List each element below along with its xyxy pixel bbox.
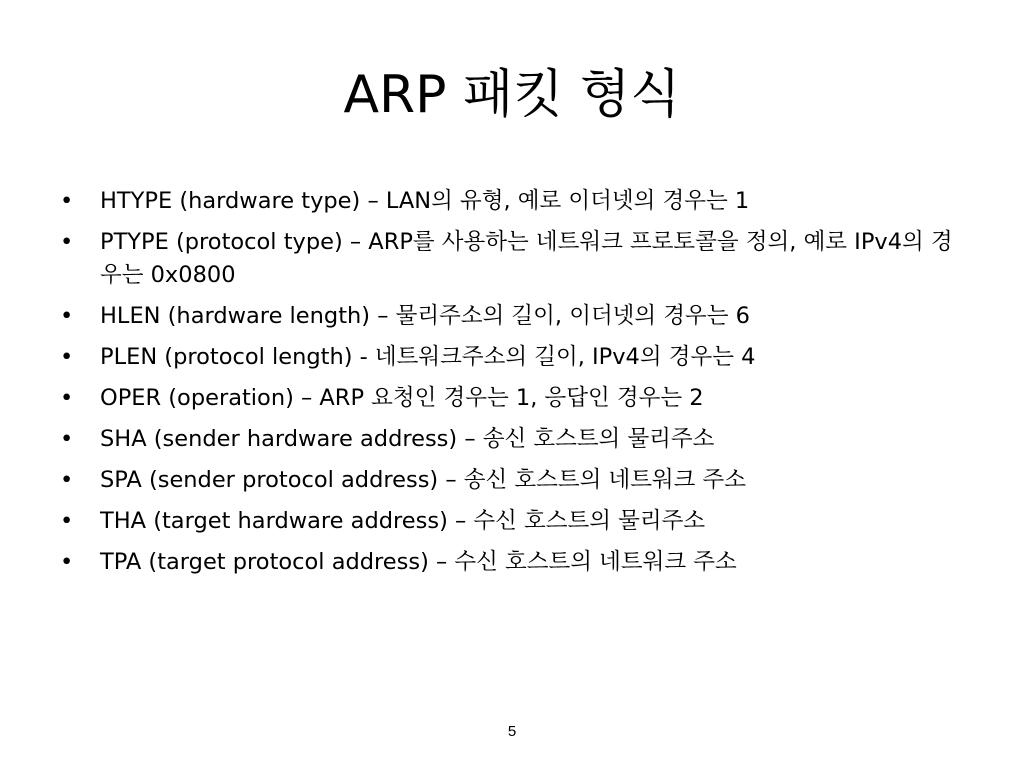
- bullet-text: THA (target hardware address) – 수신 호스트의 물리주소: [100, 508, 706, 534]
- bullet-text: OPER (operation) – ARP 요청인 경우는 1, 응답인 경우는 2: [100, 385, 704, 411]
- bullet-text: PTYPE (protocol type) – ARP를 사용하는 네트워크 프로토콜을 정의, 예로 IPv4의 경우는 0x0800: [100, 229, 953, 288]
- bullet-text: HLEN (hardware length) – 물리주소의 길이, 이더넷의 경우는 6: [100, 303, 750, 329]
- bullet-text: SHA (sender hardware address) – 송신 호스트의 물리주소: [100, 426, 715, 452]
- bullet-dot-icon: •: [60, 385, 74, 411]
- bullet-dot-icon: •: [60, 467, 74, 493]
- bullet-item-plen: [60, 341, 960, 374]
- bullet-text: SPA (sender protocol address) – 송신 호스트의 네트워크 주소: [100, 467, 747, 493]
- bullet-dot-icon: •: [60, 303, 74, 329]
- bullet-text: TPA (target protocol address) – 수신 호스트의 네트워크 주소: [100, 549, 737, 575]
- bullet-item-htype: [60, 185, 960, 218]
- bullet-item-tpa: [60, 546, 960, 579]
- bullet-dot-icon: •: [60, 508, 74, 534]
- bullet-item-spa: [60, 464, 960, 497]
- bullet-item-oper: [60, 382, 960, 415]
- bullet-dot-icon: •: [60, 229, 74, 255]
- bullet-item-ptype: [60, 226, 960, 292]
- bullet-list: [60, 185, 960, 587]
- bullet-item-hlen: [60, 300, 960, 333]
- bullet-dot-icon: •: [60, 188, 74, 214]
- bullet-dot-icon: •: [60, 344, 74, 370]
- bullet-item-sha: [60, 423, 960, 456]
- page-number: 5: [507, 723, 517, 740]
- bullet-text: HTYPE (hardware type) – LAN의 유형, 예로 이더넷의 경우는 1: [100, 188, 750, 214]
- bullet-dot-icon: •: [60, 549, 74, 575]
- bullet-dot-icon: •: [60, 426, 74, 452]
- slide-title: ARP 패킷 형식: [343, 65, 681, 125]
- bullet-text: PLEN (protocol length) - 네트워크주소의 길이, IPv4의 경우는 4: [100, 344, 756, 370]
- bullet-item-tha: [60, 505, 960, 538]
